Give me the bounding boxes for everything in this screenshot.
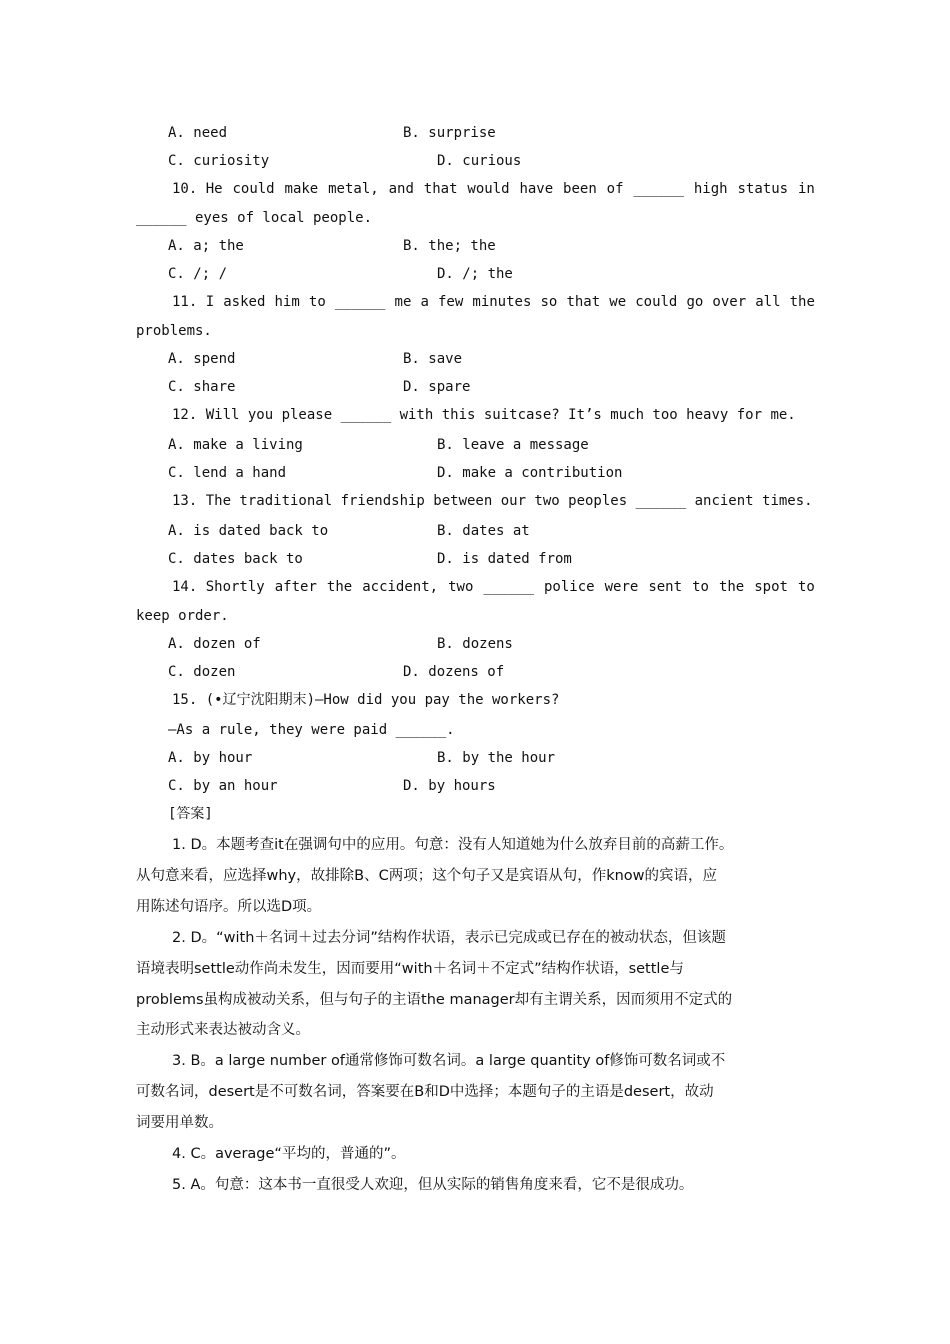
q15-option-c: C. by an hour (168, 778, 278, 794)
q15-option-a: A. by hour (168, 750, 253, 766)
q10-stem-line2: ______ eyes of local people. (136, 210, 373, 226)
q14-option-a: A. dozen of (168, 636, 261, 652)
answer-2-line4: 主动形式来表达被动含义。 (136, 1022, 310, 1038)
q12-stem: 12. Will you please ______ with this suitcase? It’s much too heavy for me. (172, 407, 796, 423)
q11-option-c: C. share (168, 379, 236, 395)
answer-1-line2: 从句意来看，应选择why，故排除B、C两项；这个句子又是宾语从句，作know的宾语，应 (136, 868, 718, 884)
answer-1-line3: 用陈述句语序。所以选D项。 (136, 899, 322, 915)
q14-option-b: B. dozens (437, 636, 513, 652)
answers-heading: [答案] (168, 806, 213, 822)
q13-stem: 13. The traditional friendship between our two peoples ______ ancient times. (172, 493, 813, 509)
answer-3-line1: 3. B。a large number of通常修饰可数名词。a large quantity of修饰可数名词或不 (172, 1053, 726, 1069)
q11-option-a: A. spend (168, 351, 236, 367)
answer-3-line2: 可数名词，desert是不可数名词，答案要在B和D中选择；本题句子的主语是desert，故动 (136, 1084, 714, 1100)
q12-option-c: C. lend a hand (168, 465, 287, 481)
answer-1-line1: 1. D。本题考查it在强调句中的应用。句意：没有人知道她为什么放弃目前的高薪工作。 (172, 837, 734, 853)
q9-option-a: A. need (168, 125, 228, 141)
q10-option-b: B. the; the (403, 238, 496, 254)
answer-2-line1: 2. D。“with＋名词＋过去分词”结构作状语，表示已完成或已存在的被动状态，但该题 (172, 930, 726, 946)
q11-option-b: B. save (403, 351, 463, 367)
q14-stem-line1: 14. Shortly after the accident, two ______ police were sent to the spot to (172, 579, 815, 595)
q15-stem: 15. (•辽宁沈阳期末)—How did you pay the workers? (172, 692, 560, 708)
q11-stem-line2: problems. (136, 323, 212, 339)
answer-2-line3: problems虽构成被动关系，但与句子的主语the manager却有主谓关系，因而须用不定式的 (136, 992, 733, 1008)
q13-option-a: A. is dated back to (168, 523, 329, 539)
q10-option-a: A. a; the (168, 238, 244, 254)
q14-option-d: D. dozens of (403, 664, 505, 680)
q11-stem-line1: 11. I asked him to ______ me a few minutes so that we could go over all the (172, 294, 815, 310)
q15-option-d: D. by hours (403, 778, 496, 794)
q12-option-b: B. leave a message (437, 437, 589, 453)
q9-option-b: B. surprise (403, 125, 496, 141)
q10-option-d: D. /; the (437, 266, 513, 282)
q13-option-d: D. is dated from (437, 551, 572, 567)
answer-4: 4. C。average“平均的，普通的”。 (172, 1146, 406, 1162)
q13-option-c: C. dates back to (168, 551, 303, 567)
answer-5: 5. A。句意：这本书一直很受人欢迎，但从实际的销售角度来看，它不是很成功。 (172, 1177, 694, 1193)
q10-stem-line1: 10. He could make metal, and that would have been of ______ high status in (172, 181, 815, 197)
q12-option-a: A. make a living (168, 437, 303, 453)
q13-option-b: B. dates at (437, 523, 530, 539)
q9-option-c: C. curiosity (168, 153, 270, 169)
q9-option-d: D. curious (437, 153, 522, 169)
q11-option-d: D. spare (403, 379, 471, 395)
q15-reply: —As a rule, they were paid ______. (168, 722, 455, 738)
answer-2-line2: 语境表明settle动作尚未发生，因而要用“with＋名词＋不定式”结构作状语，settle与 (136, 961, 684, 977)
q14-stem-line2: keep order. (136, 608, 229, 624)
q15-option-b: B. by the hour (437, 750, 556, 766)
q12-option-d: D. make a contribution (437, 465, 623, 481)
q14-option-c: C. dozen (168, 664, 236, 680)
q10-option-c: C. /; / (168, 266, 228, 282)
answer-3-line3: 词要用单数。 (136, 1115, 223, 1131)
